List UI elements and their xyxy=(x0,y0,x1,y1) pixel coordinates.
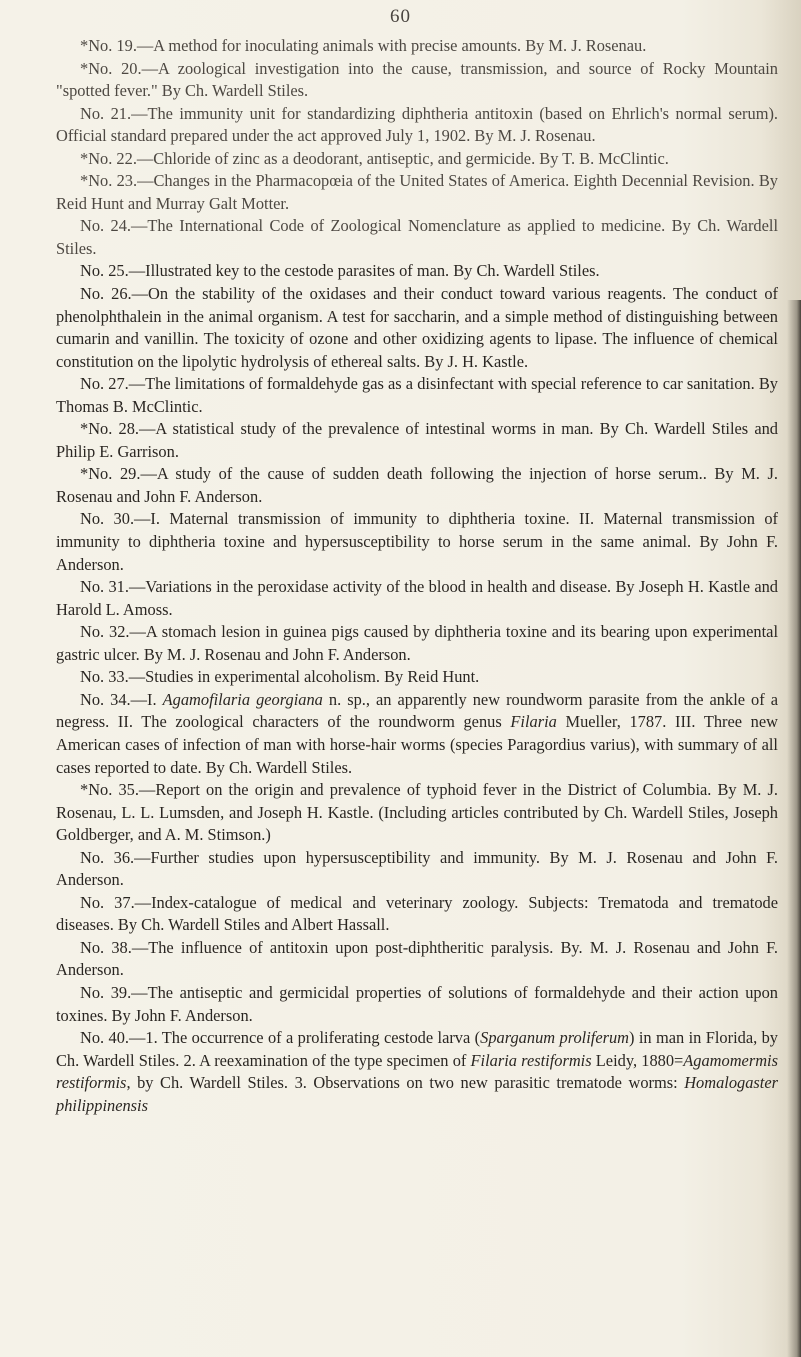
list-item: No. 37.—Index-catalogue of medical and veterinary zoology. Subjects: Trematoda and trematode diseases. By Ch. Wardell Stiles and Albert Hassall. xyxy=(56,892,778,935)
list-item: *No. 29.—A study of the cause of sudden death following the injection of horse serum.. By M. J. Rosenau and John F. Anderson. xyxy=(56,464,778,506)
list-item: *No. 23.—Changes in the Pharmacopœia of the United States of America. Eighth Decennial Revision. By Reid Hunt and Murray Galt Motter. xyxy=(56,171,778,213)
list-item: No. 26.—On the stability of the oxidases and their conduct toward various reagents. The conduct of phenolphthalein in the animal organism. A test for saccharin, and a simple method of distinguishing between cumarin and vanillin. The toxicity of ozone and other oxidizing agents to lipase. The influence of chemical constitution on the lipolytic hydrolysis of ethereal salts. By J. H. Kastle. xyxy=(56,284,778,371)
entry-text: Mueller, 1787. III. Three new American cases of infection of man with horse-hair worms (species Paragordius varius), with summary of all cases reported to date. By Ch. Wardell Stiles. xyxy=(56,712,778,777)
list-item: No. 33.—Studies in experimental alcoholism. By Reid Hunt. xyxy=(80,667,480,687)
list-item: No. 39.—The antiseptic and germicidal properties of solutions of formaldehyde and their action upon toxines. By John F. Anderson. xyxy=(56,982,778,1025)
species-name: Filaria restiformis xyxy=(470,1050,592,1070)
list-item: *No. 22.—Chloride of zinc as a deodorant, antiseptic, and germicide. By T. B. McClintic. xyxy=(80,148,669,168)
page-number: 60 xyxy=(390,6,411,27)
list-item: No. 24.—The International Code of Zoological Nomenclature as applied to medicine. By Ch. Wardell Stiles. xyxy=(56,216,778,258)
entry-text: , by Ch. Wardell Stiles. 3. Observations on two new parasitic trematode worms: xyxy=(126,1073,685,1093)
species-name: Agamofilaria georgiana xyxy=(162,689,323,709)
page-edge-shadow xyxy=(787,300,801,1357)
species-name: Agamomermis restiformis xyxy=(56,1050,778,1093)
list-item: No. 36.—Further studies upon hypersusceptibility and immunity. By M. J. Rosenau and John F. Anderson. xyxy=(56,847,778,890)
list-item: No. 31.—Variations in the peroxidase activity of the blood in health and disease. By Joseph H. Kastle and Harold L. Amoss. xyxy=(56,577,778,619)
list-item: *No. 20.—A zoological investigation into the cause, transmission, and source of Rocky Mountain "spotted fever." By Ch. Wardell Stiles. xyxy=(56,58,778,101)
entry-text: Leidy, 1880= xyxy=(591,1050,684,1070)
list-item xyxy=(56,689,778,779)
list-item: *No. 28.—A statistical study of the prevalence of intestinal worms in man. By Ch. Wardell Stiles and Philip E. Garrison. xyxy=(56,419,778,461)
species-name: Homalogaster philippinensis xyxy=(56,1073,778,1115)
genus-name: Filaria xyxy=(510,712,557,732)
entry-text: No. 34.—I. xyxy=(80,689,163,709)
bulletin-list xyxy=(56,35,778,1117)
list-item: *No. 35.—Report on the origin and prevalence of typhoid fever in the District of Columbia. By M. J. Rosenau, L. L. Lumsden, and Joseph H. Kastle. (Including articles contributed by Ch. Wardell Stiles, Joseph Goldberger, and A. M. Stimson.) xyxy=(56,780,778,845)
list-item: No. 30.—I. Maternal transmission of immunity to diphtheria toxine. II. Maternal transmission of immunity to diphtheria toxine and hypersusceptibility to horse serum in the same animal. By John F. Anderson. xyxy=(56,509,778,574)
entry-text: n. sp., an apparently new roundworm parasite from the ankle of a negress. II. The zoological characters of the roundworm genus xyxy=(56,689,779,732)
list-item xyxy=(56,1027,778,1117)
list-item: No. 21.—The immunity unit for standardizing diphtheria antitoxin (based on Ehrlich's normal serum). Official standard prepared under the act approved July 1, 1902. By M. J. Rosenau. xyxy=(56,103,778,146)
entry-text: ) in man in Florida, by Ch. Wardell Stiles. 2. A reexamination of the type specimen of xyxy=(56,1028,778,1070)
list-item: No. 25.—Illustrated key to the cestode parasites of man. By Ch. Wardell Stiles. xyxy=(80,261,600,281)
species-name: Sparganum proliferum xyxy=(480,1028,630,1048)
entry-text: No. 40.—1. The occurrence of a proliferating cestode larva ( xyxy=(80,1028,481,1048)
list-item: No. 27.—The limitations of formaldehyde gas as a disinfectant with special reference to car sanitation. By Thomas B. McClintic. xyxy=(56,374,778,416)
list-item: No. 32.—A stomach lesion in guinea pigs caused by diphtheria toxine and its bearing upon experimental gastric ulcer. By M. J. Rosenau and John F. Anderson. xyxy=(56,622,778,664)
list-item: No. 38.—The influence of antitoxin upon post-diphtheritic paralysis. By. M. J. Rosenau and John F. Anderson. xyxy=(56,937,778,980)
list-item: *No. 19.—A method for inoculating animals with precise amounts. By M. J. Rosenau. xyxy=(80,36,647,55)
